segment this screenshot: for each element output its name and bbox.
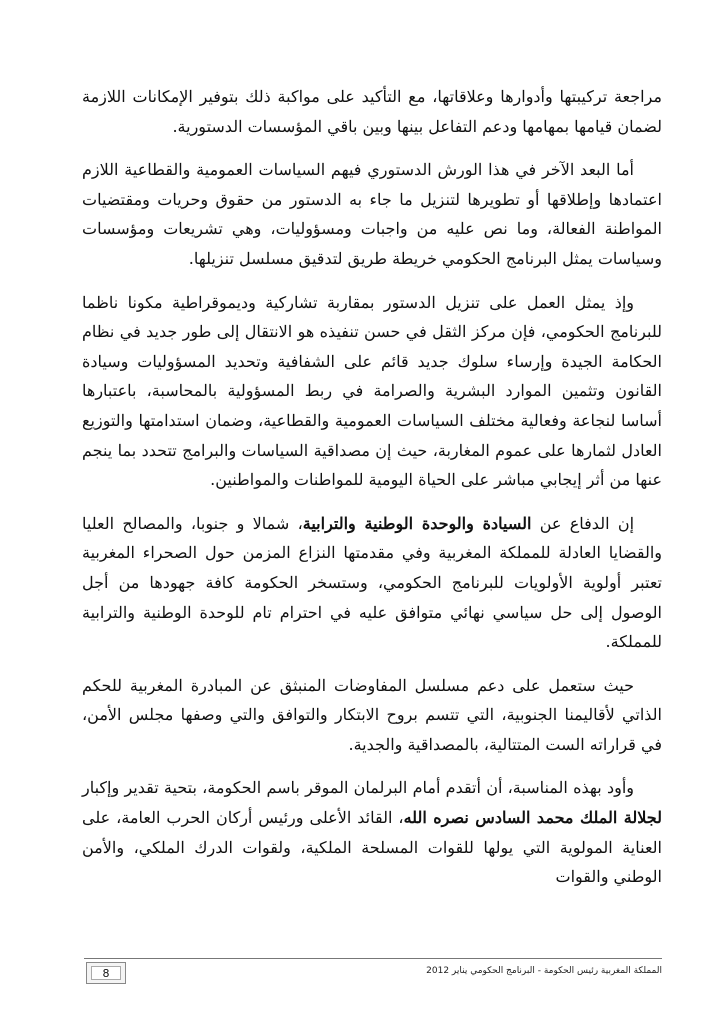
paragraph-5: حيث ستعمل على دعم مسلسل المفاوضات المنبثق عن المبادرة المغربية للحكم الذاتي لأقاليمنا الجنوبية، التي تتسم بروح الابتكار والتوافق والتي وصفها مجلس الأمن، في قراراته الست المتتالية، بالمصداقية والجدية. [82, 675, 662, 754]
footer-divider [84, 958, 662, 959]
paragraph-2: أما البعد الآخر في هذا الورش الدستوري فيهم السياسات العمومية والقطاعية اللازم اعتمادها وإطلاقها أو تطويرها لتنزيل ما جاء به الدستور من حقوق وحريات ومقتضيات المواطنة الفعالة، وما نص عليه من واجبات ومسؤوليات، وهي تشريعات ومؤسسات وسياسات يمثل البرنامج الحكومي خريطة طريق لتدقيق مسلسل تنزيلها. [82, 160, 662, 268]
bold-phrase-king: لجلالة الملك محمد السادس نصره الله [403, 808, 663, 828]
footer-text: المملكة المغربية رئيس الحكومة - البرنامج الحكومي يناير 2012 [426, 966, 662, 976]
body-text [82, 82, 662, 906]
bold-phrase-sovereignty: السيادة والوحدة الوطنية والترابية [302, 513, 532, 533]
page-number-box [86, 962, 126, 984]
page-number: 8 [91, 966, 121, 980]
paragraph-4: إن الدفاع عن السيادة والوحدة الوطنية والترابية، شمالا و جنوبا، والمصالح العليا والقضايا العادلة للمملكة المغربية وفي مقدمتها النزاع المزمن حول الصحراء المغربية تعتبر أولوية الأولويات للبرنامج الحكومي، وستسخر الحكومة كافة جهودها من أجل الوصول إلى حل سياسي نهائي متوافق عليه في احترام تام للوحدة الوطنية والترابية للمملكة. [82, 513, 662, 652]
paragraph-3: وإذ يمثل العمل على تنزيل الدستور بمقاربة تشاركية وديموقراطية مكونا ناظما للبرنامج الحكومي، فإن مركز الثقل في حسن تنفيذه هو الانتقال إلى طور جديد في نظام الحكامة الجيدة وإرساء سلوك جديد قائم على الشفافية وتحديد المسؤوليات وسيادة القانون وتثمين الموارد البشرية والصرامة في ربط المسؤولية بالمحاسبة، باعتبارها أساسا لنجاعة وفعالية مختلف السياسات العمومية والقطاعية، وضمان استدامتها والتوزيع العادل لثمارها على عموم المغاربة، حيث إن مصداقية السياسات والبرامج تتحدد بما ينجم عنها من أثر إيجابي مباشر على الحياة اليومية للمواطنات والمواطنين. [82, 292, 662, 490]
paragraph-6: وأود بهذه المناسبة، أن أتقدم أمام البرلمان الموقر باسم الحكومة، بتحية تقدير وإكبار لجلالة الملك محمد السادس نصره الله، القائد الأعلى ورئيس أركان الحرب العامة، على العناية المولوية التي يولها للقوات المسلحة الملكية، ولقوات الدرك الملكي، والأمن الوطني والقوات [82, 778, 663, 887]
paragraph-1: مراجعة تركيبتها وأدوارها وعلاقاتها، مع التأكيد على مواكبة ذلك بتوفير الإمكانات اللازمة لضمان قيامها بمهامها ودعم التفاعل بينها وبين باقي المؤسسات الدستورية. [82, 87, 662, 136]
